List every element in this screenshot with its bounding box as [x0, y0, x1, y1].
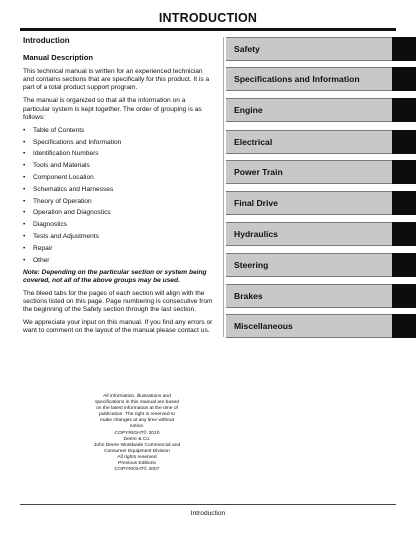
- bleed-tab-marker: [392, 314, 416, 338]
- tab-hydraulics[interactable]: [226, 222, 416, 246]
- bullet-icon: •: [23, 244, 26, 252]
- grouping-list: [23, 127, 213, 265]
- copyright-line: All rights reserved: [117, 454, 157, 460]
- bullet-icon: •: [23, 173, 26, 181]
- copyright-line: notice.: [129, 424, 145, 430]
- list-item: • Operation and Diagnostics: [23, 209, 111, 217]
- tab-label: Electrical: [234, 137, 273, 147]
- copyright-line: publication. The right is reserved to: [98, 412, 176, 418]
- bullet-icon: •: [23, 221, 26, 229]
- tab-label: Steering: [234, 260, 269, 270]
- bullet-icon: •: [23, 126, 26, 134]
- title-rule: [20, 28, 396, 31]
- list-item: • Repair: [23, 244, 53, 252]
- tab-label: Engine: [234, 105, 263, 115]
- tab-label: Miscellaneous: [234, 321, 293, 331]
- tab-steering[interactable]: [226, 253, 416, 277]
- tab-safety[interactable]: [226, 37, 416, 61]
- tab-engine[interactable]: [226, 98, 416, 122]
- list-item: • Tests and Adjustments: [23, 232, 99, 240]
- bullet-icon: •: [23, 150, 26, 158]
- bullet-icon: •: [23, 162, 26, 170]
- list-item: • Other: [23, 256, 50, 264]
- tab-brakes[interactable]: [226, 284, 416, 308]
- tab-label: Brakes: [234, 291, 263, 301]
- copyright-line: specifications in this manual are based: [94, 400, 179, 406]
- copyright-line: COPYRIGHT© 2007: [114, 467, 160, 473]
- tab-specifications-and-information[interactable]: [226, 67, 416, 91]
- tab-miscellaneous[interactable]: [226, 314, 416, 338]
- page-footer: Introduction: [190, 510, 226, 517]
- copyright-line: All information, illustrations and: [103, 394, 171, 399]
- tab-electrical[interactable]: [226, 130, 416, 154]
- list-item: • Specifications and Information: [23, 138, 122, 146]
- list-item: • Component Location: [23, 173, 94, 181]
- section-heading: Introduction: [23, 36, 70, 45]
- list-item: • Schematics and Harnesses: [23, 185, 114, 193]
- paragraph-1: This technical manual is written for an experienced technician and contains sections that are specifically for this product. It is a part of a total product support program.: [23, 68, 210, 92]
- copyright-line: Consumer Equipment Division: [104, 448, 170, 454]
- paragraph-2: The manual is organized so that all the information on a particular system is kept together. The order of grouping is as follows:: [23, 97, 202, 121]
- list-item: • Theory of Operation: [23, 197, 92, 205]
- bleed-tab-marker: [392, 222, 416, 246]
- bullet-icon: •: [23, 209, 26, 217]
- bleed-tab-marker: [392, 191, 416, 215]
- copyright-line: Deere & Co.: [123, 436, 151, 442]
- bleed-tab-marker: [392, 130, 416, 154]
- paragraph-4: We appreciate your input on this manual. If you find any errors or want to comment on the layout of the manual please contact us.: [23, 318, 213, 335]
- copyright-line: on the latest information at the time of: [96, 406, 178, 412]
- paragraph-3: The bleed tabs for the pages of each section will align with the sections listed on this page. Page numbering is consecutive from the beginning of the Safety section through the last section.: [23, 289, 213, 313]
- list-item: • Diagnostics: [23, 221, 68, 229]
- list-item: • Table of Contents: [23, 126, 85, 134]
- bleed-tab-marker: [392, 67, 416, 91]
- list-item: • Tools and Materials: [23, 162, 90, 170]
- tab-label: Safety: [234, 44, 260, 54]
- bleed-tab-marker: [392, 160, 416, 184]
- bleed-tab-marker: [392, 37, 416, 61]
- copyright-notice: [67, 394, 207, 473]
- intro-column: [23, 37, 213, 340]
- tab-power-train[interactable]: [226, 160, 416, 184]
- bullet-icon: •: [23, 197, 26, 205]
- column-divider: [223, 37, 224, 337]
- bullet-icon: •: [23, 138, 26, 146]
- copyright-line: make changes at any time without: [100, 418, 174, 424]
- bleed-tab-marker: [392, 253, 416, 277]
- footer-rule: [20, 504, 396, 505]
- note: Note: Depending on the particular section or system being covered, not all of the above groups may be used.: [23, 268, 207, 284]
- copyright-line: John Deere Worldwide Commercial and: [93, 442, 181, 448]
- page-title: INTRODUCTION: [158, 11, 258, 25]
- tab-label: Hydraulics: [234, 229, 278, 239]
- copyright-line: COPYRIGHT© 2010: [114, 430, 160, 436]
- bleed-tab-marker: [392, 284, 416, 308]
- bullet-icon: •: [23, 232, 26, 240]
- bullet-icon: •: [23, 256, 26, 264]
- list-item: • Identification Numbers: [23, 150, 99, 158]
- manual-description-heading: Manual Description: [23, 53, 94, 63]
- copyright-line: Previous Editions: [118, 461, 156, 467]
- bullet-icon: •: [23, 185, 26, 193]
- tab-label: Power Train: [234, 167, 283, 177]
- tab-label: Specifications and Information: [234, 74, 360, 84]
- bleed-tab-marker: [392, 98, 416, 122]
- tab-final-drive[interactable]: [226, 191, 416, 215]
- tab-label: Final Drive: [234, 198, 278, 208]
